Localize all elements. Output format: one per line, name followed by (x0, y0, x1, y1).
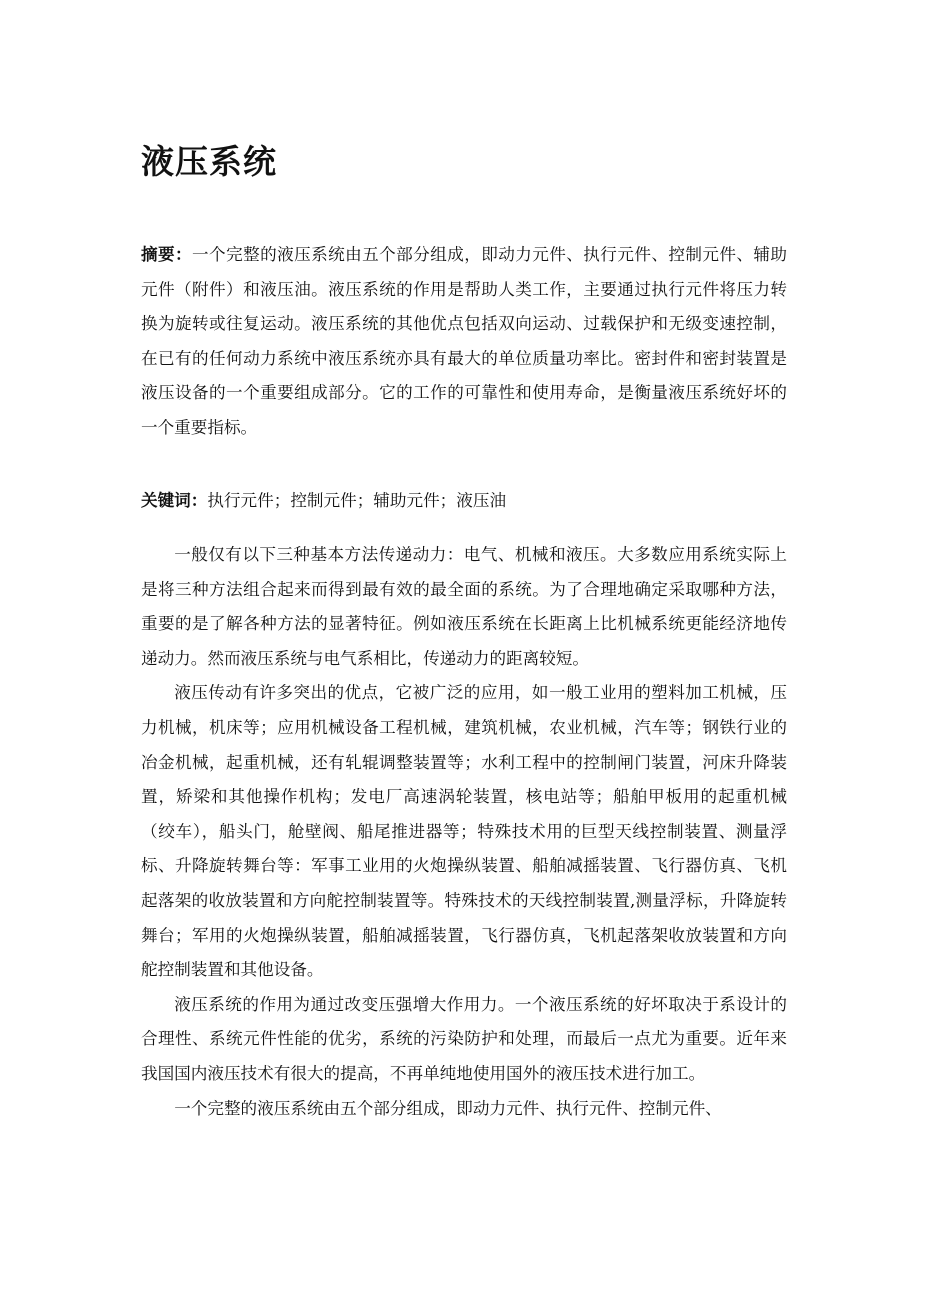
document-title: 液压系统 (141, 142, 277, 181)
body-paragraph: 一个完整的液压系统由五个部分组成，即动力元件、执行元件、控制元件、 (174, 1098, 722, 1118)
keywords-label: 关键词： (141, 491, 208, 510)
abstract-text: 一个完整的液压系统由五个部分组成，即动力元件、执行元件、控制元件、辅助元件（附件）和液压油。液压系统的作用是帮助人类工作，主要通过执行元件将压力转换为旋转或往复运动。液压系统的其他优点包括双向运动、过载保护和无级变速控制，在已有的任何动力系统中液压系统亦具有最大的单位质量功率比。密封件和密封装置是液压设备的一个重要组成部分。它的工作的可靠性和使用寿命，是衡量液压系统好坏的一个重要指标。 (141, 245, 788, 437)
keywords (141, 484, 787, 518)
body-paragraph: 一般仅有以下三种基本方法传递动力：电气、机械和液压。大多数应用系统实际上是将三种方法组合起来而得到最有效的最全面的系统。为了合理地确定采取哪种方法，重要的是了解各种方法的显著特征。例如液压系统在长距离上比机械系统更能经济地传递动力。然而液压系统与电气系相比，传递动力的距离较短。 (141, 545, 787, 668)
abstract-label: 摘要： (141, 245, 193, 264)
body-paragraph: 液压系统的作用为通过改变压强增大作用力。一个液压系统的好坏取决于系设计的合理性、系统元件性能的优劣，系统的污染防护和处理，而最后一点尤为重要。近年来我国国内液压技术有很大的提高，不再单纯地使用国外的液压技术进行加工。 (141, 994, 787, 1083)
body-text (141, 538, 787, 1126)
keywords-text: 执行元件；控制元件；辅助元件；液压油 (207, 491, 507, 510)
abstract (141, 238, 787, 446)
body-paragraph: 液压传动有许多突出的优点，它被广泛的应用，如一般工业用的塑料加工机械，压力机械，机床等；应用机械设备工程机械，建筑机械，农业机械，汽车等；钢铁行业的冶金机械，起重机械，还有轧辊调整装置等；水利工程中的控制闸门装置，河床升降装置，矫梁和其他操作机构；发电厂高速涡轮装置，核电站等；船舶甲板用的起重机械（绞车），船头门，舱壁阀、船尾推进器等；特殊技术用的巨型天线控制装置、测量浮标、升降旋转舞台等：军事工业用的火炮操纵装置、船舶减摇装置、飞行器仿真、飞机起落架的收放装置和方向舵控制装置等。特殊技术的天线控制装置,测量浮标，升降旋转舞台；军用的火炮操纵装置，船舶减摇装置，飞行器仿真，飞机起落架收放装置和方向舵控制装置和其他设备。 (141, 683, 787, 980)
